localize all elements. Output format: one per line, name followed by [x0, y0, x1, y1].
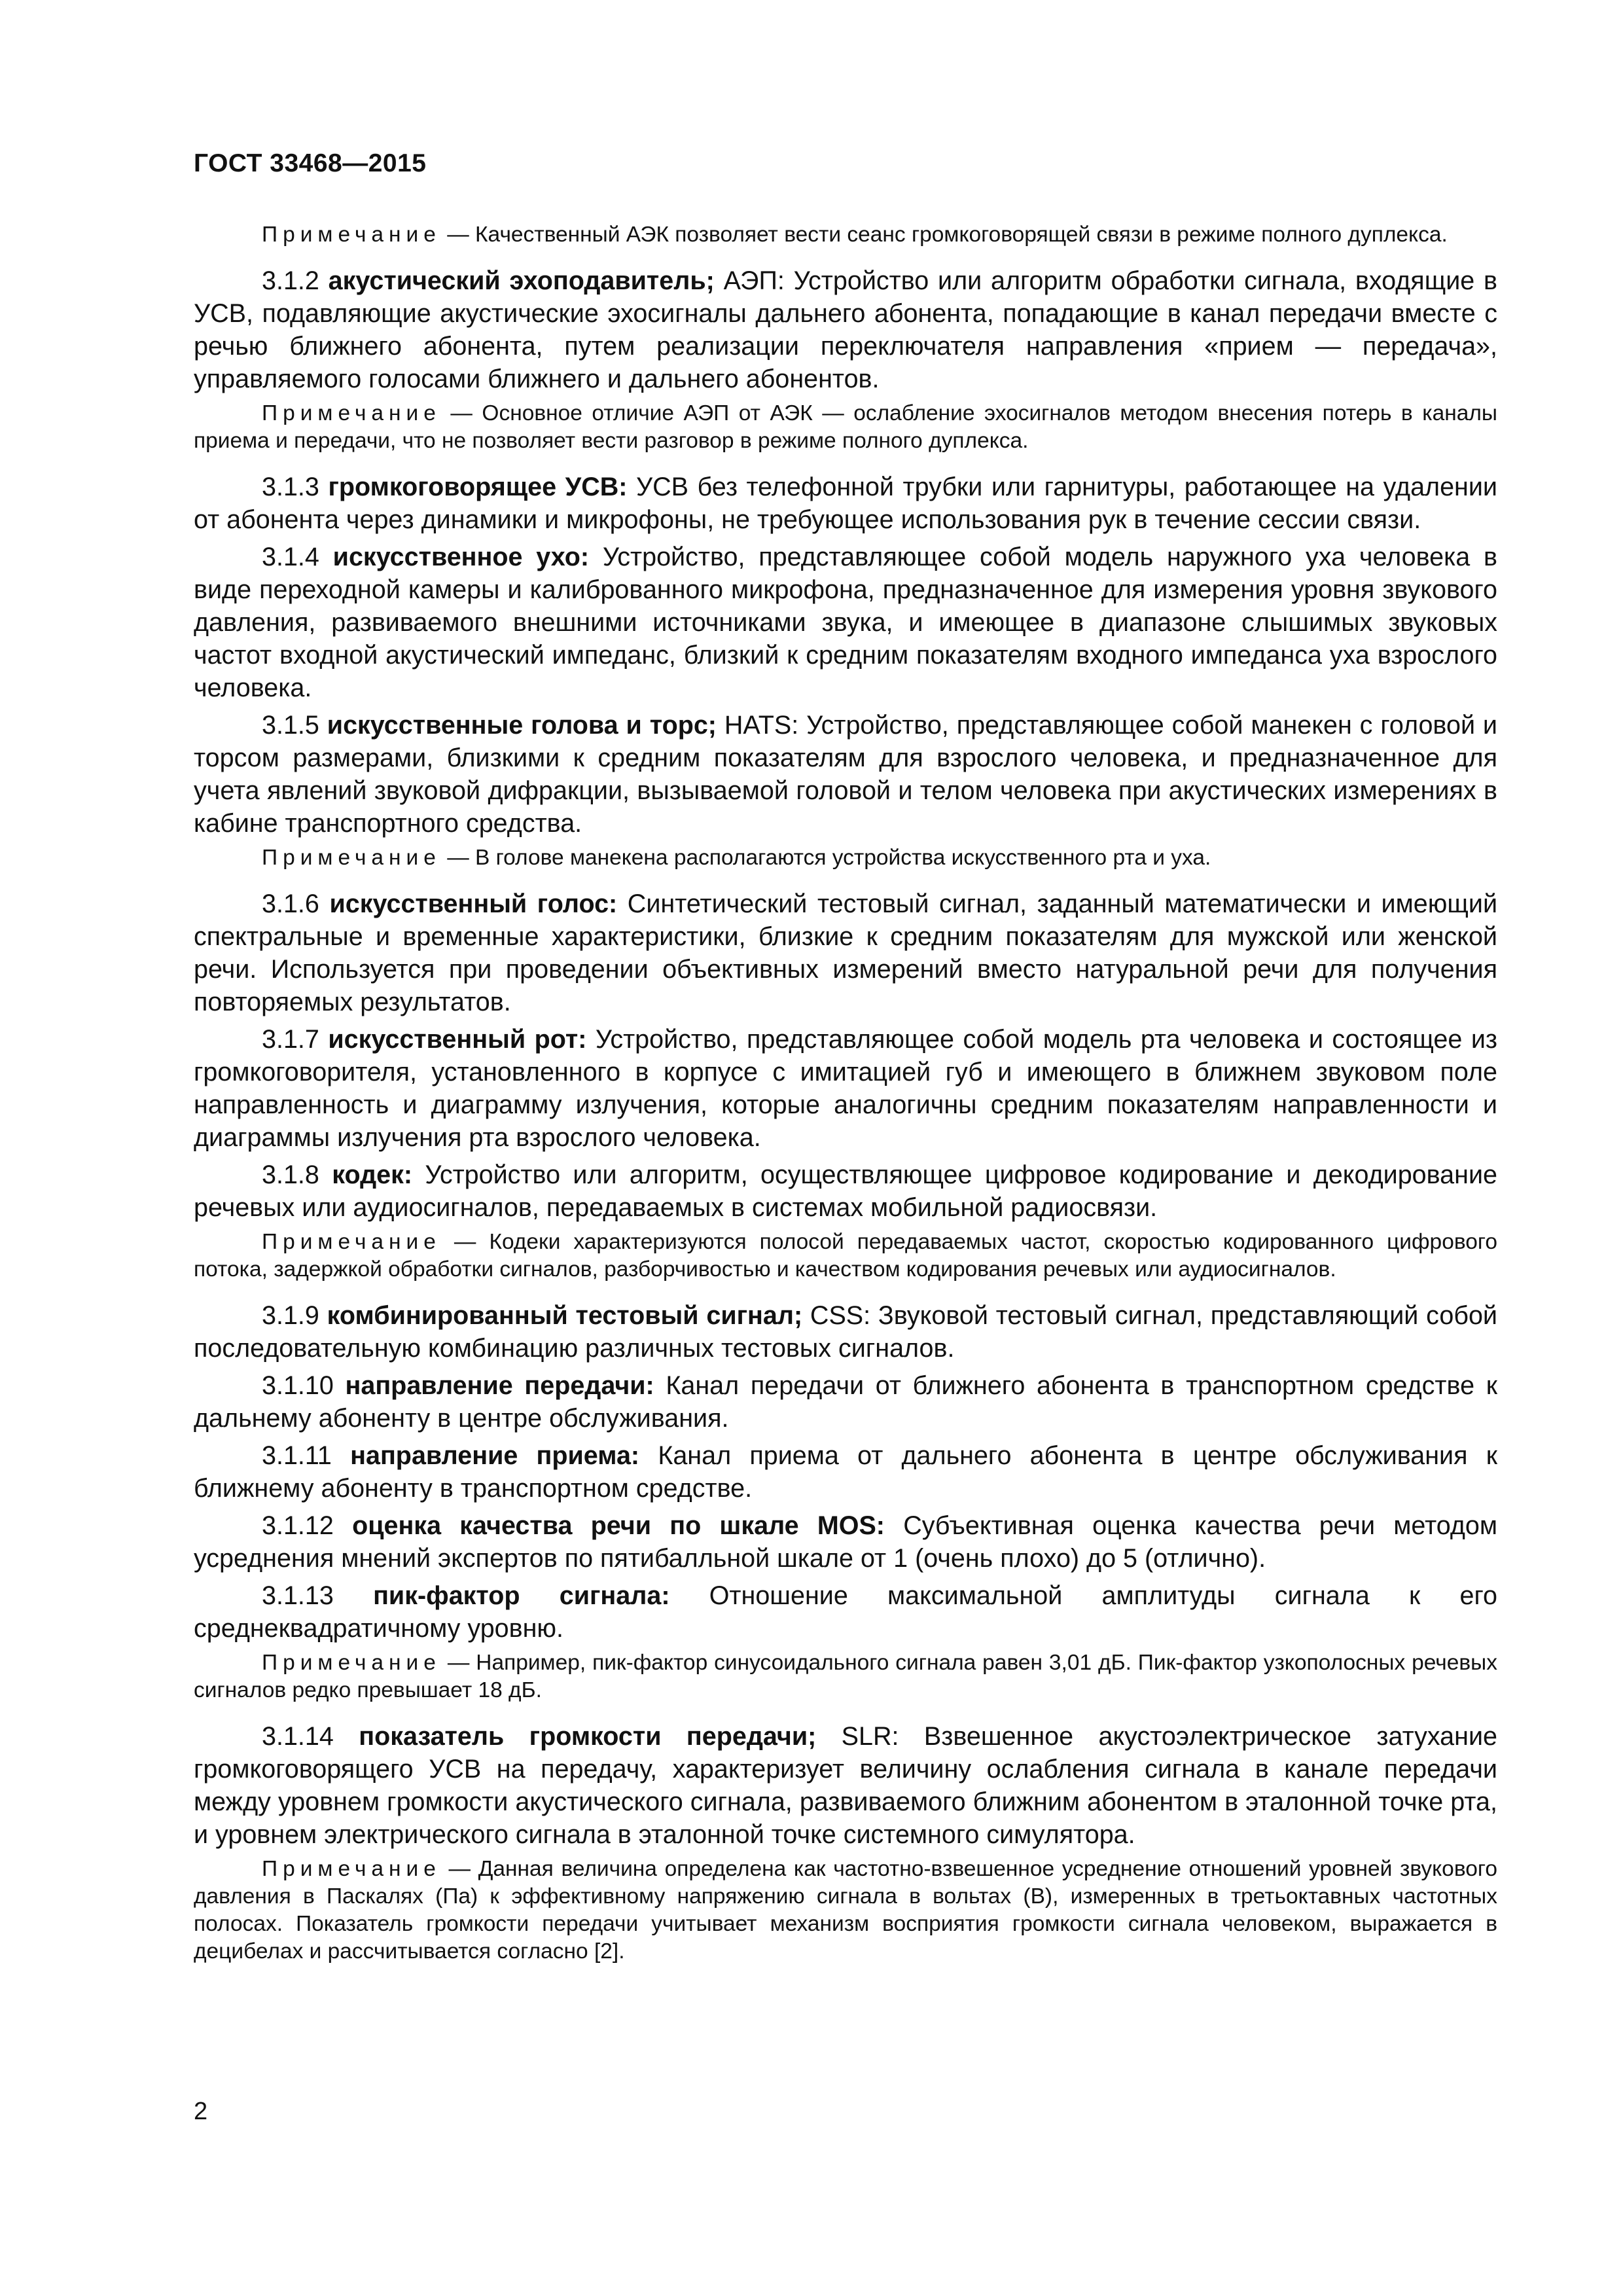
term-number: 3.1.13: [262, 1581, 334, 1610]
term-text: SLR: Взвешенное акустоэлектрическое затухание громкоговорящего УСВ на передачу, характеризует величину ослабления сигнала в канале передачи между уровнем громкости акустического сигнала, развиваемого ближним абонентом в эталонной точке рта, и уровнем электрического сигнала в эталонной точке системного симулятора.: [194, 1722, 1497, 1849]
term-text: Устройство, представляющее собой модель наружного уха человека в виде переходной камеры и калиброванного микрофона, предназначенное для измерения уровня звукового давления, развиваемого внешними источниками звука, и имеющее в диапазоне слышимых звуковых частот входной акустический импеданс, близкий к средним показателям входного импеданса уха взрослого человека.: [194, 543, 1497, 702]
term-text: Отношение максимальной амплитуды сигнала к его среднеквадратичному уровню.: [194, 1581, 1497, 1643]
term-name: пик-фактор сигнала:: [373, 1581, 670, 1610]
term-text: Канал передачи от ближнего абонента в транспортном средстве к дальнему абоненту в центре обслуживания.: [194, 1371, 1497, 1433]
term-name: искусственный голос:: [329, 889, 618, 918]
term-number: 3.1.2: [262, 266, 319, 295]
term-text: Устройство, представляющее собой модель рта человека и состоящее из громкоговорителя, установленного в корпусе с имитацией губ и имеющего в ближнем звуковом поле направленность и диаграмму излучения, которые аналогичны средним показателям направленности и диаграммы излучения рта взрослого человека.: [194, 1025, 1497, 1152]
term-text: Канал приема от дальнего абонента в центре обслуживания к ближнему абоненту в транспортном средстве.: [194, 1441, 1498, 1503]
note-dash: —: [440, 1230, 490, 1254]
term-name: искусственные голова и торс;: [327, 711, 717, 740]
note-dash: —: [440, 401, 482, 425]
term-number: 3.1.8: [262, 1160, 319, 1189]
note-text: Основное отличие АЭП от АЭК — ослабление эхосигналов методом внесения потерь в каналы приема и передачи, что не позволяет вести разговор в режиме полного дуплекса.: [194, 401, 1497, 453]
term-definition: [194, 541, 1497, 704]
note-label: Примечание: [262, 1651, 441, 1675]
page-number: 2: [194, 2098, 208, 2125]
note-dash: —: [440, 846, 476, 870]
note-paragraph: [194, 221, 1497, 249]
term-definition: [194, 471, 1497, 536]
term-number: 3.1.14: [262, 1722, 334, 1751]
term-text: УСВ без телефонной трубки или гарнитуры, работающее на удалении от абонента через динамики и микрофоны, не требующее использования рук в течение сессии связи.: [194, 473, 1497, 534]
note-paragraph: [194, 400, 1497, 455]
term-definition: [194, 1439, 1497, 1505]
term-number: 3.1.6: [262, 889, 319, 918]
term-text: АЭП: Устройство или алгоритм обработки сигнала, входящие в УСВ, подавляющие акустические эхосигналы дальнего абонента, попадающие в канал передачи вместе с речью ближнего абонента, путем реализации переключателя направления «прием — передача», управляемого голосами ближнего и дальнего абонентов.: [194, 266, 1497, 393]
note-label: Примечание: [262, 223, 441, 247]
note-label: Примечание: [262, 401, 441, 425]
document-code-header: ГОСТ 33468—2015: [194, 149, 427, 177]
term-text: HATS: Устройство, представляющее собой манекен с головой и торсом размерами, близкими к средним показателям для взрослого человека, и предназначенное для учета явлений звуковой дифракции, вызываемой головой и телом человека при акустических измерениях в кабине транспортного средства.: [194, 711, 1497, 838]
term-number: 3.1.9: [262, 1301, 319, 1330]
term-definition: [194, 1158, 1497, 1224]
term-number: 3.1.10: [262, 1371, 334, 1400]
term-number: 3.1.5: [262, 711, 319, 740]
term-text: CSS: Звуковой тестовый сигнал, представляющий собой последовательную комбинацию различных тестовых сигналов.: [194, 1301, 1497, 1363]
term-definition: [194, 888, 1497, 1018]
note-text: Качественный АЭК позволяет вести сеанс громкоговорящей связи в режиме полного дуплекса.: [475, 223, 1448, 247]
note-paragraph: [194, 844, 1497, 872]
term-name: направление приема:: [350, 1441, 640, 1470]
term-definition: [194, 1023, 1497, 1154]
term-name: искусственный рот:: [328, 1025, 587, 1054]
term-name: искусственное ухо:: [332, 543, 590, 571]
term-number: 3.1.11: [262, 1441, 332, 1470]
note-paragraph: [194, 1229, 1497, 1283]
term-definition: [194, 1720, 1497, 1851]
note-label: Примечание: [262, 846, 441, 870]
term-name: показатель громкости передачи;: [359, 1722, 817, 1751]
note-dash: —: [440, 1651, 476, 1675]
note-text: В голове манекена располагаются устройства искусственного рта и уха.: [475, 846, 1211, 870]
term-text: Субъективная оценка качества речи методом усреднения мнений экспертов по пятибалльной шкале от 1 (очень плохо) до 5 (отлично).: [194, 1511, 1497, 1573]
term-number: 3.1.3: [262, 473, 319, 501]
term-definition: [194, 1579, 1497, 1645]
note-label: Примечание: [262, 1857, 441, 1881]
note-label: Примечание: [262, 1230, 441, 1254]
note-text: Данная величина определена как частотно-взвешенное усреднение отношений уровней звукового давления в Паскалях (Па) к эффективному напряжению сигнала в вольтах (В), измеренных в третьоктавных частотных полосах. Показатель громкости передачи учитывает механизм восприятия громкости сигнала человеком, выражается в децибелах и рассчитывается согласно [2].: [194, 1857, 1497, 1964]
term-name: громкоговорящее УСВ:: [328, 473, 628, 501]
term-text: Устройство или алгоритм, осуществляющее цифровое кодирование и декодирование речевых или аудиосигналов, передаваемых в системах мобильной радиосвязи.: [194, 1160, 1497, 1222]
term-definition: [194, 264, 1497, 395]
note-paragraph: [194, 1856, 1497, 1965]
term-number: 3.1.7: [262, 1025, 319, 1054]
term-definition: [194, 709, 1497, 840]
term-definition: [194, 1369, 1497, 1435]
note-text: Кодеки характеризуются полосой передаваемых частот, скоростью кодированного цифрового потока, задержкой обработки сигналов, разборчивостью и качеством кодирования речевых или аудиосигналов.: [194, 1230, 1497, 1282]
term-name: акустический эхоподавитель;: [328, 266, 715, 295]
term-name: комбинированный тестовый сигнал;: [327, 1301, 803, 1330]
term-definition: [194, 1299, 1497, 1365]
term-name: кодек:: [332, 1160, 413, 1189]
note-paragraph: [194, 1649, 1497, 1704]
term-number: 3.1.12: [262, 1511, 334, 1540]
document-body: [194, 221, 1497, 1981]
term-definition: [194, 1509, 1497, 1575]
term-text: Синтетический тестовый сигнал, заданный математически и имеющий спектральные и временные характеристики, близкие к средним показателям для мужской или женской речи. Используется при проведении объективных измерений вместо натуральной речи для получения повторяемых результатов.: [194, 889, 1498, 1016]
note-text: Например, пик-фактор синусоидального сигнала равен 3,01 дБ. Пик-фактор узкополосных речевых сигналов редко превышает 18 дБ.: [194, 1651, 1497, 1702]
term-name: оценка качества речи по шкале MOS:: [352, 1511, 885, 1540]
note-dash: —: [440, 223, 476, 247]
note-dash: —: [440, 1857, 478, 1881]
term-number: 3.1.4: [262, 543, 319, 571]
term-name: направление передачи:: [345, 1371, 654, 1400]
